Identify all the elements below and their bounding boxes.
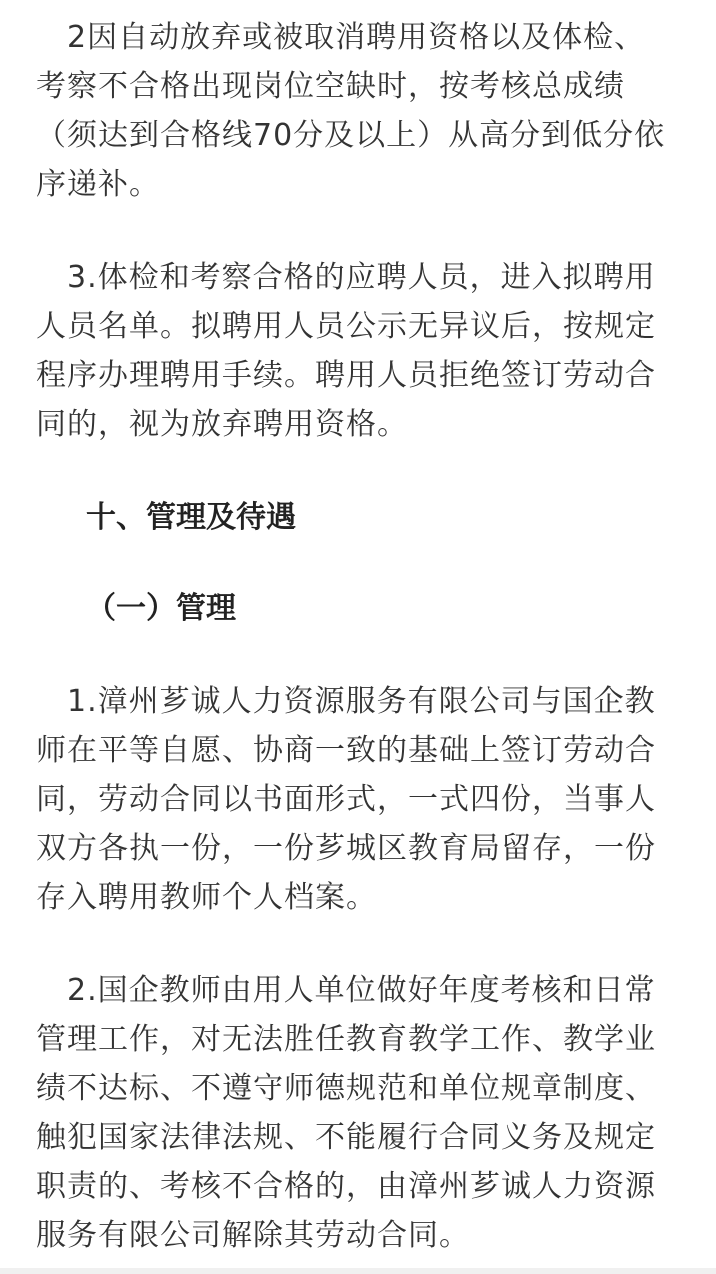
bottom-divider xyxy=(0,1268,716,1274)
text-line: （须达到合格线70分及以上）从高分到低分依 xyxy=(36,118,666,153)
text-line: 程序办理聘用手续。聘用人员拒绝签订劳动合 xyxy=(36,358,656,393)
text-line: 管理工作，对无法胜任教育教学工作、教学业 xyxy=(36,1022,656,1057)
text-line: 服务有限公司解除其劳动合同。 xyxy=(36,1218,470,1253)
text-line: 职责的、考核不合格的，由漳州芗诚人力资源 xyxy=(36,1169,656,1204)
text-line: 绩不达标、不遵守师德规范和单位规章制度、 xyxy=(36,1071,656,1106)
subsection-heading: （一）管理 xyxy=(86,591,236,626)
text-line: 2.国企教师由用人单位做好年度考核和日常 xyxy=(36,973,656,1008)
text-line: 存入聘用教师个人档案。 xyxy=(36,880,377,915)
text-line: 同，劳动合同以书面形式，一式四份，当事人 xyxy=(36,782,656,817)
text-line: 1.漳州芗诚人力资源服务有限公司与国企教 xyxy=(36,684,656,719)
text-line: 同的，视为放弃聘用资格。 xyxy=(36,407,408,442)
section-heading: 十、管理及待遇 xyxy=(86,500,296,535)
text-line: 双方各执一份，一份芗城区教育局留存，一份 xyxy=(36,831,656,866)
text-line: 触犯国家法律法规、不能履行合同义务及规定 xyxy=(36,1120,656,1155)
text-line: 序递补。 xyxy=(36,167,160,202)
text-line: 2因自动放弃或被取消聘用资格以及体检、 xyxy=(36,20,646,55)
text-line: 考察不合格出现岗位空缺时，按考核总成绩 xyxy=(36,69,625,104)
text-line: 3.体检和考察合格的应聘人员，进入拟聘用 xyxy=(36,260,656,295)
text-line: 师在平等自愿、协商一致的基础上签订劳动合 xyxy=(36,733,656,768)
text-line: 人员名单。拟聘用人员公示无异议后，按规定 xyxy=(36,309,656,344)
